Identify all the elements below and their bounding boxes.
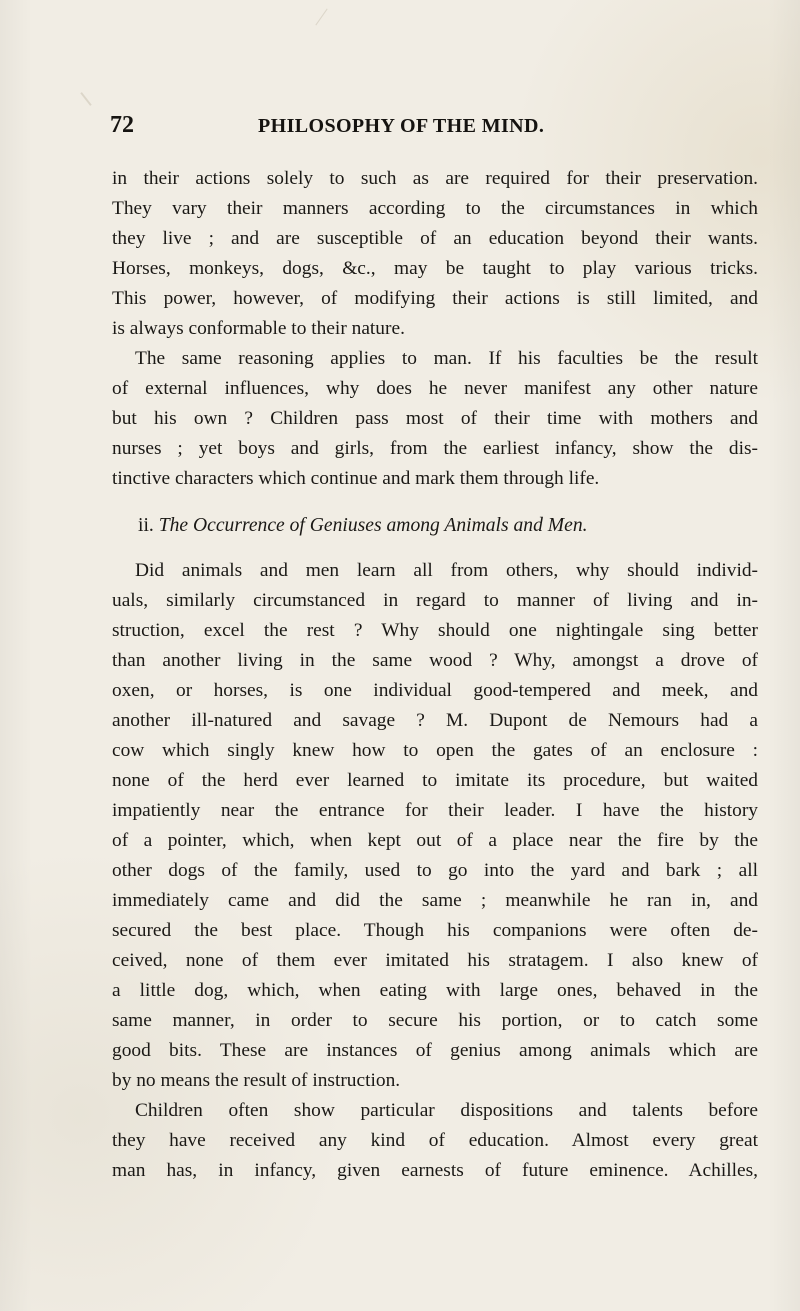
text-line: another ill-natured and savage ? M. Dupont de Nemours had a [112,710,758,731]
running-title: PHILOSOPHY OF THE MIND. [258,115,545,137]
text-line: of a pointer, which, when kept out of a place near the fire by the [112,830,758,851]
text-line: cow which singly knew how to open the gates of an enclosure : [112,740,758,761]
running-header [110,112,650,142]
text-line: in their actions solely to such as are required for their preservation. [112,168,758,189]
text-line: This power, however, of modifying their actions is still limited, and [112,288,758,309]
text-line: ceived, none of them ever imitated his stratagem. I also knew of [112,950,758,971]
text-line: than another living in the same wood ? Why, amongst a drove of [112,650,758,671]
text-line: impatiently near the entrance for their leader. I have the history [112,800,758,821]
text-line: by no means the result of instruction. [112,1070,401,1091]
section-heading [138,511,758,541]
text-line: uals, similarly circumstanced in regard to manner of living and in- [112,590,758,611]
text-line: a little dog, which, when eating with large ones, behaved in the [112,980,758,1001]
text-line: secured the best place. Though his companions were often de- [112,920,758,941]
paper-mark [80,92,91,106]
text-line: of external influences, why does he never manifest any other nature [112,378,758,399]
text-line: The same reasoning applies to man. If his faculties be the result [135,348,758,369]
text-line: They vary their manners according to the circumstances in which [112,198,758,219]
text-line: man has, in infancy, given earnests of future eminence. Achilles, [112,1160,758,1181]
text-line: immediately came and did the same ; meanwhile he ran in, and [112,890,758,911]
text-line: nurses ; yet boys and girls, from the earliest infancy, show the dis- [112,438,758,459]
section-title: The Occurrence of Geniuses among Animals and Men. [158,515,588,536]
text-line: same manner, in order to secure his portion, or to catch some [112,1010,758,1031]
text-line: is always conformable to their nature. [112,318,405,339]
text-line: struction, excel the rest ? Why should one nightingale sing better [112,620,758,641]
text-line: other dogs of the family, used to go into the yard and bark ; all [112,860,758,881]
text-line: they have received any kind of education. Almost every great [112,1130,758,1151]
main-text [112,164,758,494]
text-line: none of the herd ever learned to imitate its procedure, but waited [112,770,758,791]
text-line: they live ; and are susceptible of an education beyond their wants. [112,228,758,249]
section-text [112,556,758,1186]
text-line: Children often show particular dispositions and talents before [135,1100,758,1121]
section-number: ii. [138,515,154,536]
text-line: Horses, monkeys, dogs, &c., may be taught to play various tricks. [112,258,758,279]
text-line: good bits. These are instances of genius among animals which are [112,1040,758,1061]
text-line: Did animals and men learn all from others, why should individ- [135,560,758,581]
text-line: but his own ? Children pass most of their time with mothers and [112,408,758,429]
page-number: 72 [110,112,134,138]
text-line: oxen, or horses, is one individual good-tempered and meek, and [112,680,758,701]
text-line: tinctive characters which continue and mark them through life. [112,468,600,489]
paper-mark [315,9,327,26]
